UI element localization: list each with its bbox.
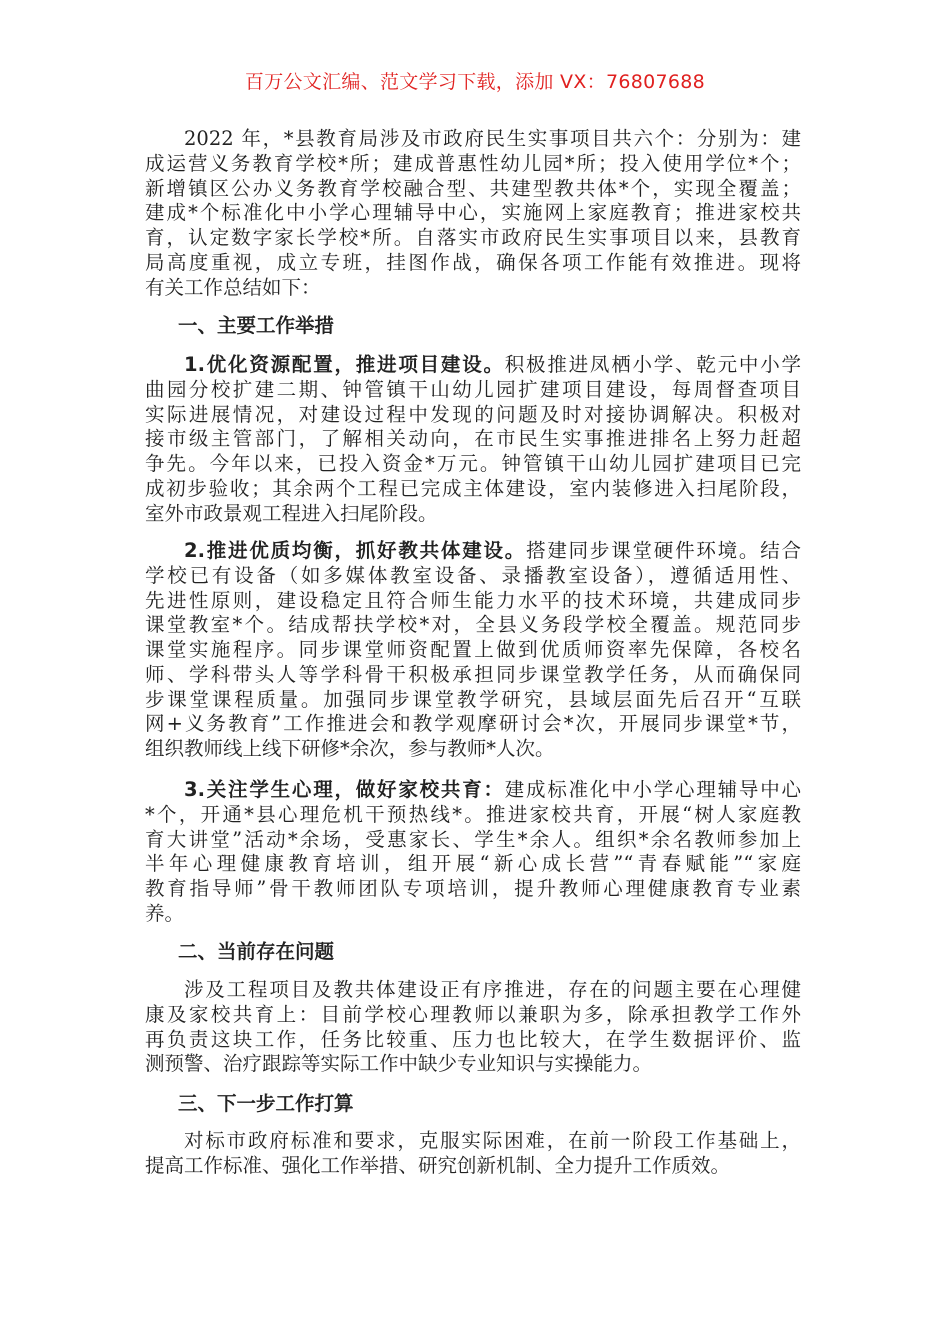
line-text: 组织教师线上线下研修*余次，参与教师*人次。	[145, 737, 555, 760]
text-line	[145, 564, 801, 589]
text-line	[145, 852, 801, 877]
text-line	[145, 502, 801, 527]
line-text: 接市级主管部门，了解相关动向，在市民生实事推进排名上努力赶超	[145, 427, 801, 451]
paragraph	[145, 978, 801, 1077]
text-line	[145, 663, 801, 688]
text-line	[145, 978, 801, 1003]
text-line	[145, 403, 801, 428]
text-line	[145, 226, 801, 251]
section-heading	[145, 939, 801, 964]
paragraph	[145, 127, 801, 300]
paragraph	[145, 539, 801, 762]
line-text: 康及家校共育上：目前学校心理教师以兼职为多，除承担教学工作外	[145, 1002, 801, 1026]
line-text: 实际进展情况，对建设过程中发现的问题及时对接协调解决。积极对	[145, 402, 801, 426]
line-text: 再负责这块工作，任务比较重、压力也比较大，在学生数据评价、监	[145, 1027, 801, 1051]
paragraph-lead-bold: 2.推进优质均衡，抓好教共体建设。	[184, 539, 527, 562]
line-text: 师、学科带头人等学科骨干积极承担同步课堂教学任务，从而确保同	[145, 662, 801, 686]
line-text: 先进性原则，建设稳定且符合师生能力水平的技术环境，共建成同步	[145, 588, 801, 612]
section-heading	[145, 313, 801, 338]
line-text: 建成标准化中小学心理辅导中心	[504, 778, 801, 801]
line-text: 有关工作总结如下：	[145, 275, 321, 299]
text-line	[145, 452, 801, 477]
line-text: 网+义务教育”工作推进会和教学观摩研讨会*次，开展同步课堂*节，	[145, 712, 801, 736]
text-line	[145, 1129, 801, 1154]
paragraph	[145, 778, 801, 927]
watermark-banner: 百万公文汇编、范文学习下载，添加 VX：76807688	[244, 71, 706, 93]
text-line	[145, 152, 801, 177]
line-text: 建成*个标准化中小学心理辅导中心，实施网上家庭教育；推进家校共	[145, 201, 801, 225]
text-line	[145, 177, 801, 202]
line-text: 测预警、治疗跟踪等实际工作中缺少专业知识与实操能力。	[145, 1052, 653, 1076]
line-text: *个，开通*县心理危机干预热线*。推进家校共育，开展“树人家庭教	[145, 802, 801, 826]
line-text: 课堂教室*个。结成帮扶学校*对，全县义务段学校全覆盖。规范同步	[145, 613, 801, 637]
text-line	[145, 877, 801, 902]
text-line	[145, 1028, 801, 1053]
text-line	[145, 1154, 801, 1179]
text-line	[145, 276, 801, 301]
text-line	[145, 638, 801, 663]
paragraph-lead-bold: 3.关注学生心理，做好家校共育：	[184, 778, 505, 801]
section-heading-text: 一、主要工作举措	[178, 314, 335, 337]
line-text: 教育指导师”骨干教师团队专项培训，提升教师心理健康教育专业素	[145, 877, 801, 900]
line-text: 2022 年，*县教育局涉及市政府民生实事项目共六个：分别为：建	[184, 127, 801, 150]
paragraph	[145, 1129, 801, 1179]
text-line	[145, 737, 801, 762]
line-text: 半年心理健康教育培训，组开展“新心成长营”“青春赋能”“家庭	[145, 852, 801, 876]
line-text: 养。	[145, 901, 185, 925]
line-text: 成初步验收；其余两个工程已完成主体建设，室内装修进入扫尾阶段，	[145, 476, 801, 500]
line-text: 育，认定数字家长学校*所。自落实市政府民生实事项目以来，县教育	[145, 226, 801, 249]
section-heading-text: 二、当前存在问题	[178, 940, 335, 963]
line-text: 涉及工程项目及教共体建设正有序推进，存在的问题主要在心理健	[184, 978, 801, 1001]
line-text: 室外市政景观工程进入扫尾阶段。	[145, 501, 438, 525]
line-text: 积极推进凤栖小学、乾元中小学	[504, 353, 801, 376]
paragraph-lead-bold: 1.优化资源配置，推进项目建设。	[184, 353, 505, 376]
line-text: 对标市政府标准和要求，克服实际困难，在前一阶段工作基础上，	[184, 1129, 801, 1152]
line-text: 育大讲堂”活动*余场，受惠家长、学生*余人。组织*余名教师参加上	[145, 827, 801, 851]
line-text: 曲园分校扩建二期、钟管镇干山幼儿园扩建项目建设，每周督查项目	[145, 377, 801, 401]
text-line	[145, 251, 801, 276]
text-line	[145, 589, 801, 614]
text-line	[145, 378, 801, 403]
text-line	[145, 828, 801, 853]
text-line	[145, 712, 801, 737]
text-line	[145, 353, 801, 378]
line-text: 局高度重视，成立专班，挂图作战，确保各项工作能有效推进。现将	[145, 250, 801, 274]
line-text: 步课堂课程质量。加强同步课堂教学研究，县域层面先后召开“互联	[145, 687, 801, 711]
section-heading-text: 三、下一步工作打算	[178, 1092, 354, 1115]
text-line	[145, 778, 801, 803]
line-text: 学校已有设备（如多媒体教室设备、录播教室设备），遵循适用性、	[145, 563, 801, 587]
paragraph	[145, 353, 801, 526]
line-text: 新增镇区公办义务教育学校融合型、共建型教共体*个，实现全覆盖；	[145, 176, 801, 200]
text-line	[145, 201, 801, 226]
text-line	[145, 127, 801, 152]
line-text: 搭建同步课堂硬件环境。结合	[526, 539, 801, 562]
text-line	[145, 427, 801, 452]
line-text: 争先。今年以来，已投入资金*万元。钟管镇干山幼儿园扩建项目已完	[145, 452, 801, 475]
line-text: 成运营义务教育学校*所；建成普惠性幼儿园*所；投入使用学位*个；	[145, 151, 801, 175]
line-text: 课堂实施程序。同步课堂师资配置上做到优质师资率先保障，各校名	[145, 638, 801, 661]
text-line	[145, 803, 801, 828]
text-line	[145, 477, 801, 502]
line-text: 提高工作标准、强化工作举措、研究创新机制、全力提升工作质效。	[145, 1153, 731, 1177]
text-line	[145, 688, 801, 713]
section-heading	[145, 1091, 801, 1116]
text-line	[145, 539, 801, 564]
text-line	[145, 1003, 801, 1028]
text-line	[145, 613, 801, 638]
text-line	[145, 902, 801, 927]
text-line	[145, 1052, 801, 1077]
